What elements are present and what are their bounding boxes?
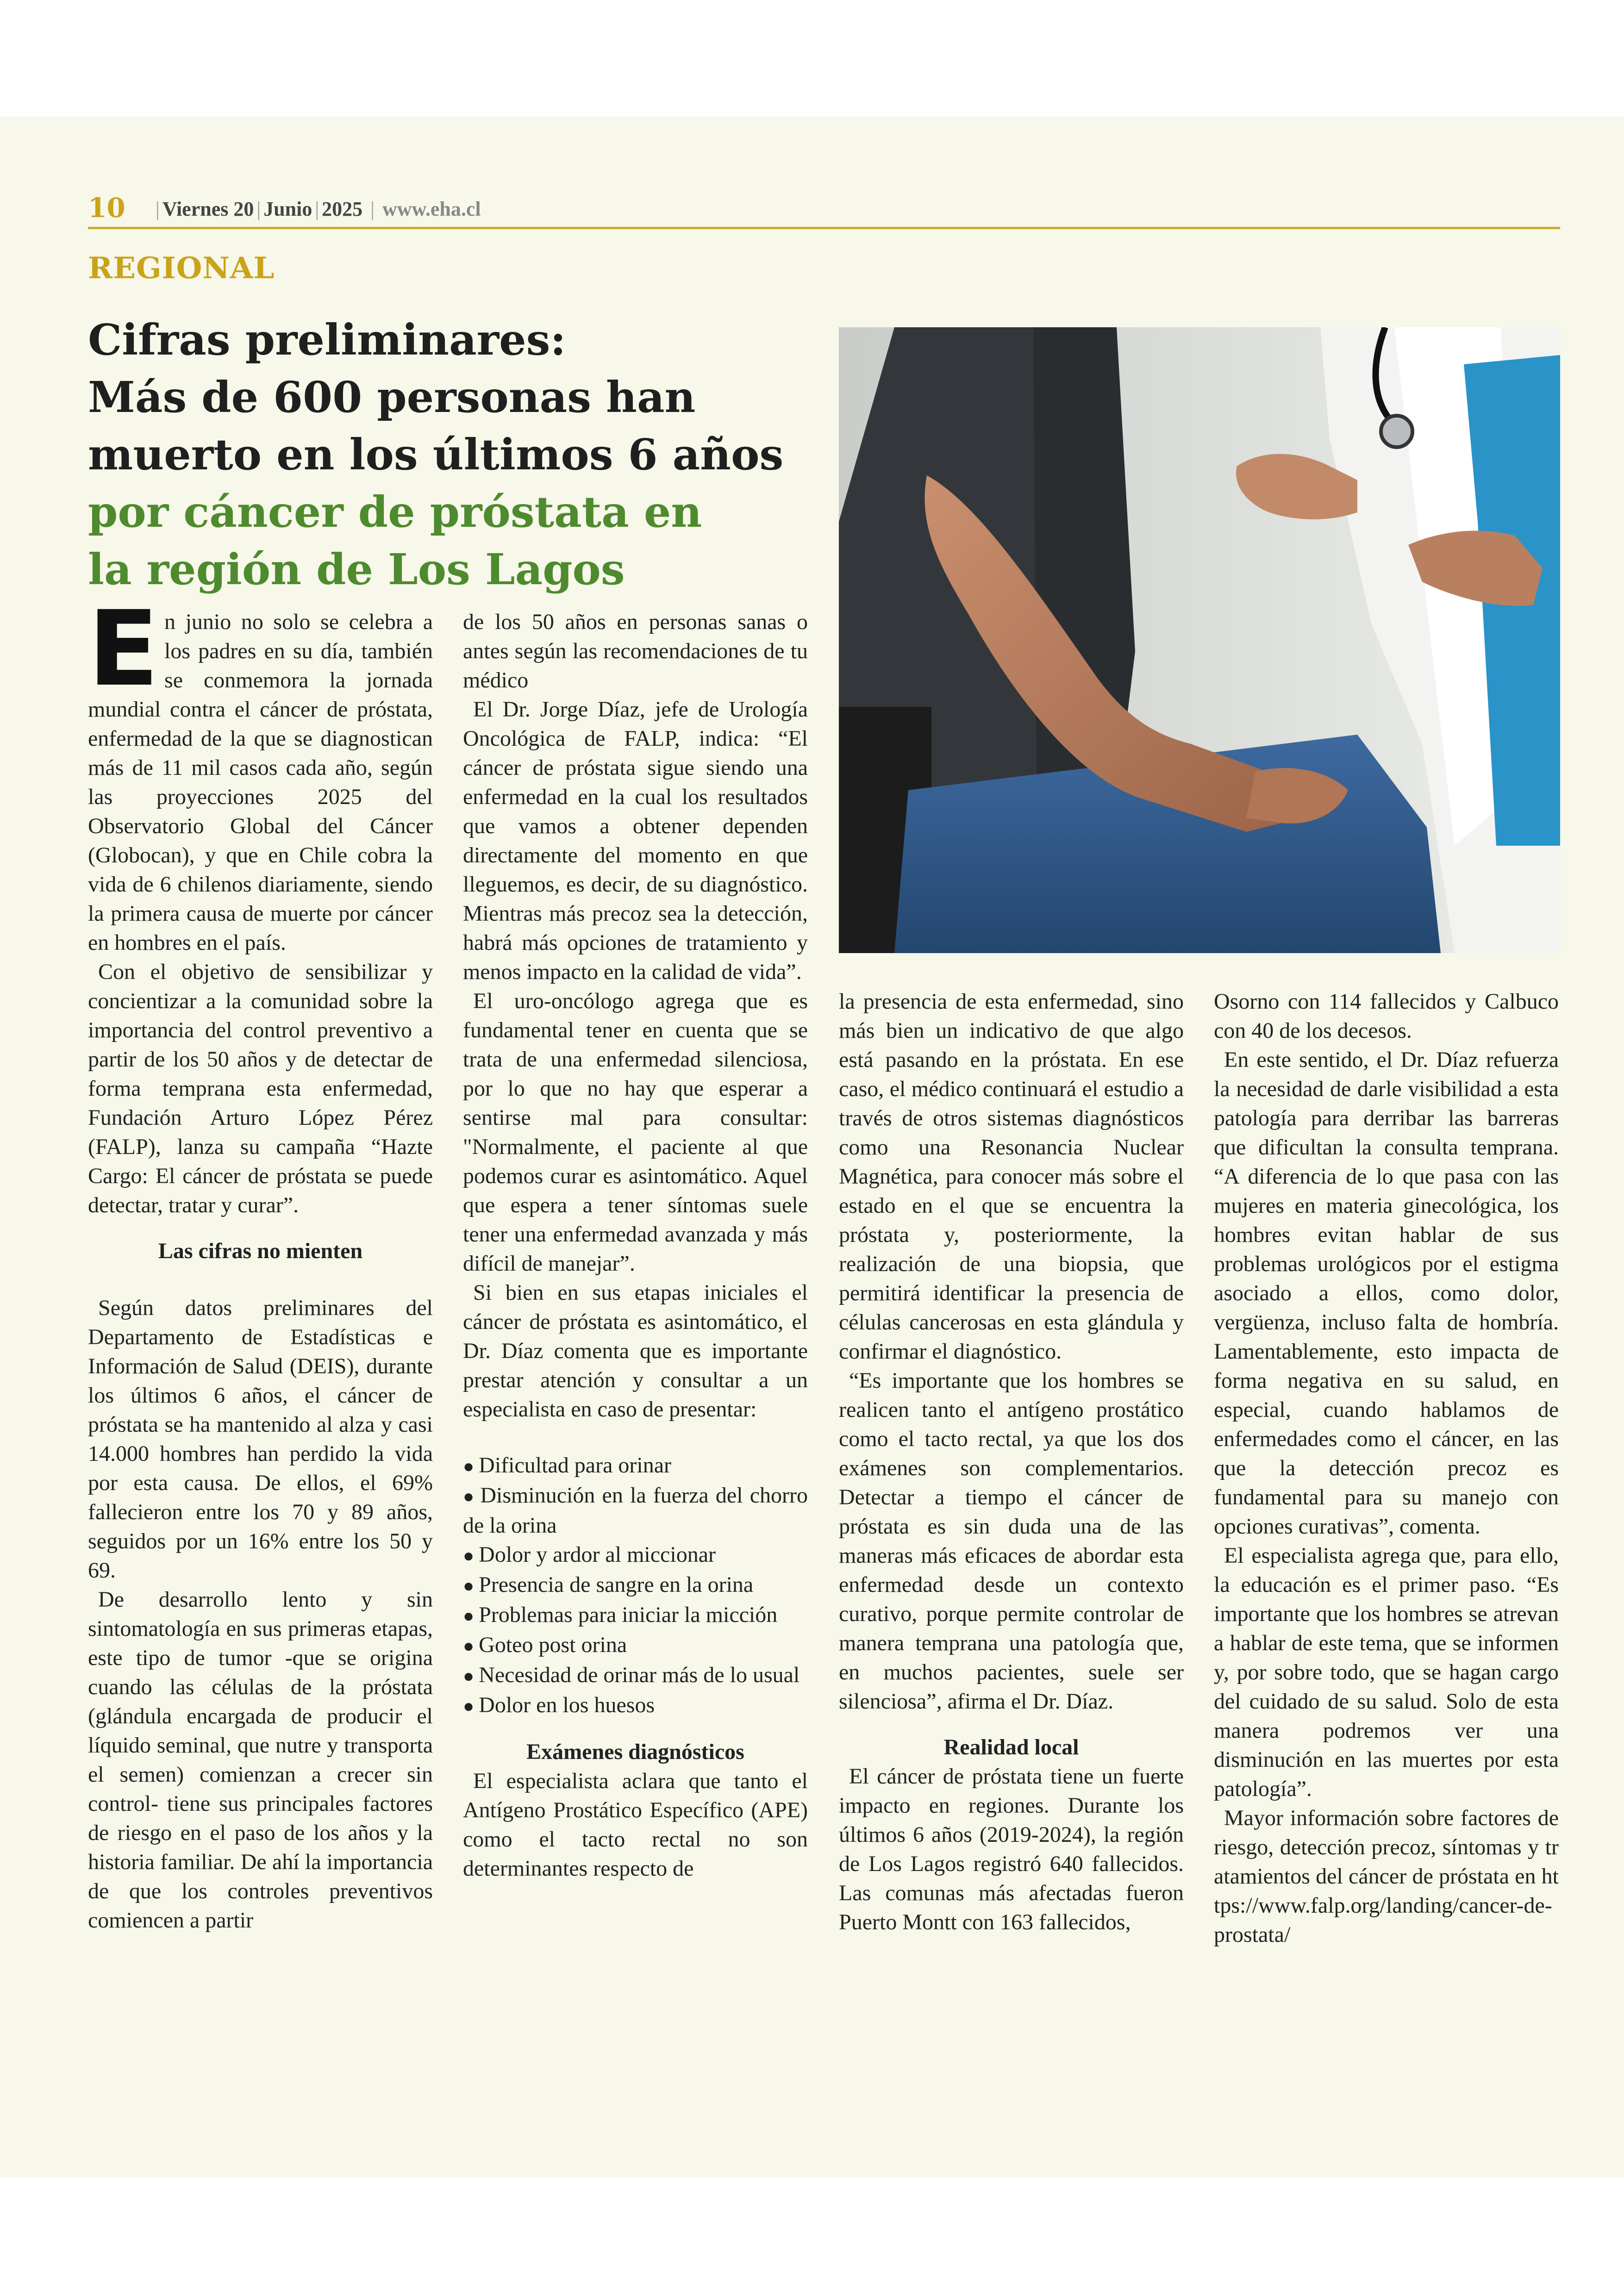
subheading-examenes: Exámenes diagnósticos (526, 1740, 744, 1764)
article-column-2 (463, 607, 808, 1883)
article-paragraph: El especialista aclara que tanto el Antígeno Prostático Específico (APE) como el tacto rectal no son determinantes respecto de (463, 1769, 808, 1881)
page-header (88, 194, 1560, 229)
website-link[interactable]: www.eha.cl (382, 198, 481, 220)
issue-year: 2025 (322, 198, 363, 220)
list-item: ● Dificultad para orinar (463, 1451, 808, 1481)
list-item: ● Dolor y ardor al miccionar (463, 1540, 808, 1570)
article-column-1 (88, 588, 433, 1935)
article-paragraph: En este sentido, el Dr. Díaz refuerza la necesidad de darle visibilidad a esta patología para derribar las barreras que dificultan la consulta temprana. “A diferencia de lo que pasa con las mujeres en materia ginecológica, los hombres evitan hablar de sus problemas urológicos por el estigma asociado a ellos, como dolor, vergüenza, incluso falta de hombría. Lamentablemente, esto impacta de forma negativa en su salud, en especial, cuando hablamos de enfermedades como el cáncer, en las que la detección precoz es fundamental para su manejo con opciones curativas”, comenta. (1214, 1048, 1559, 1539)
list-item: ● Necesidad de orinar más de lo usual (463, 1660, 808, 1690)
subheading-realidad-local: Realidad local (943, 1735, 1079, 1759)
article-column-3 (839, 987, 1184, 1937)
article-paragraph: la presencia de esta enfermedad, sino más bien un indicativo de que algo está pasando en la próstata. En ese caso, el médico continuará el estudio a través de otros sistemas diagnósticos como una Resonancia Nuclear Magnética, para conocer más sobre el estado en el que se encuentra la próstata y, posteriormente, la realización de una biopsia, que permitirá identificar la presencia de células cancerosas en esta glándula y confirmar el diagnóstico. (839, 989, 1184, 1364)
headline-line-2: Más de 600 personas han (88, 372, 696, 422)
subheading-cifras: Las cifras no mienten (158, 1239, 363, 1263)
article-paragraph: Si bien en sus etapas iniciales el cáncer de próstata es asintomático, el Dr. Díaz comenta que es importante prestar atención y consultar a un especialista en caso de presentar: (463, 1280, 808, 1422)
article-paragraph: El Dr. Jorge Díaz, jefe de Urología Oncológica de FALP, indica: “El cáncer de próstata sigue siendo una enfermedad en la cual los resultados que vamos a obtener dependen directamente del momento en que lleguemos, es decir, de su diagnóstico. Mientras más precoz sea la detección, habrá más opciones de tratamiento y menos impacto en la calidad de vida”. (463, 697, 808, 984)
article-paragraph: Osorno con 114 fallecidos y Calbuco con 40 de los decesos. (1214, 989, 1559, 1043)
headline-line-5: la región de Los Lagos (88, 544, 625, 594)
list-item: ● Disminución en la fuerza del chorro de la orina (463, 1481, 808, 1540)
article-paragraph: de los 50 años en personas sanas o antes según las recomendaciones de tu médico (463, 610, 808, 692)
article-paragraph: El uro-oncólogo agrega que es fundamental tener en cuenta que se trata de una enfermedad silenciosa, por lo que no hay que esperar a sentirse mal para consultar: "Normalmente, el paciente al que podemos curar es asintomático. Aquel que espera a tener síntomas suele tener una enfermedad avanzada y más difícil de manejar”. (463, 989, 808, 1276)
spacer (463, 1424, 808, 1451)
list-item: ● Goteo post orina (463, 1630, 808, 1660)
article-paragraph: De desarrollo lento y sin sintomatología en sus primeras etapas, este tipo de tumor -que se origina cuando las células de la próstata (glándula encargada de producir el líquido seminal, que nutre y transporta el semen) comienzan a crecer sin control- tiene sus principales factores de riesgo en el paso de los años y la historia familiar. De ahí la importancia de que los controles preventivos comiencen a partir (88, 1587, 433, 1933)
article-paragraph: Según datos preliminares del Departamento de Estadísticas e Información de Salud (DEIS), durante los últimos 6 años, el cáncer de próstata se ha mantenido al alza y casi 14.000 hombres han perdido la vida por esta causa. De ellos, el 69% fallecieron entre los 70 y 89 años, seguidos por un 16% entre los 50 y 69. (88, 1296, 433, 1583)
newspaper-page (0, 117, 1624, 2177)
list-item: ● Presencia de sangre en la orina (463, 1570, 808, 1600)
headline (88, 311, 810, 598)
list-item: ● Problemas para iniciar la micción (463, 1600, 808, 1630)
article-column-4 (1214, 987, 1559, 1949)
headline-line-1: Cifras preliminares: (88, 315, 566, 365)
article-paragraph: “Es importante que los hombres se realicen tanto el antígeno prostático como el tacto rectal, ya que los dos exámenes son complementarios. Detectar a tiempo el cáncer de próstata es sin duda una de las maneras más eficaces de abordar esta enfermedad desde un contexto curativo, porque permite controlar de manera temprana una patología que, en muchos pacientes, suele ser silenciosa”, afirma el Dr. Díaz. (839, 1368, 1184, 1714)
article-paragraph: Con el objetivo de sensibilizar y concientizar a la comunidad sobre la importancia del control preventivo a partir de los 50 años y de detectar de forma temprana esta enfermedad, Fundación Arturo López Pérez (FALP), lanza su campaña “Hazte Cargo: El cáncer de próstata se puede detectar, tratar y curar”. (88, 960, 433, 1217)
doctor-patient-photo (839, 327, 1560, 953)
symptoms-list (463, 1451, 808, 1721)
issue-day: Viernes 20 (162, 198, 254, 220)
article-paragraph: El cáncer de próstata tiene un fuerte impacto en regiones. Durante los últimos 6 años (2019-2024), la región de Los Lagos registró 640 fallecidos. Las comunas más afectadas fueron Puerto Montt con 163 fallecidos, (839, 1764, 1184, 1934)
drop-cap: E (88, 588, 159, 709)
headline-line-3: muerto en los últimos 6 años (88, 430, 784, 480)
issue-month: Junio (263, 198, 312, 220)
article-paragraph: El especialista agrega que, para ello, la educación es el primer paso. “Es importante que los hombres se atrevan a hablar de este tema, que se informen y, por sobre todo, que se hagan cargo del cuidado de su salud. Solo de esta manera podremos ver una disminución en las muertes por esta patología”. (1214, 1543, 1559, 1801)
list-item: ● Dolor en los huesos (463, 1690, 808, 1721)
issue-date-line: | Viernes 20 | Junio | 2025 | www.eha.cl (156, 198, 481, 220)
article-paragraph-more-info: Mayor información sobre factores de riesgo, detección precoz, síntomas y tratamientos del cáncer de próstata en https://www.falp.org/landing/cancer-de-prostata/ (1214, 1806, 1559, 1947)
lead-paragraph (88, 588, 433, 957)
page-number: 10 (88, 192, 125, 224)
headline-line-4: por cáncer de próstata en (88, 487, 702, 537)
lead-paragraph-text: n junio no solo se celebra a los padres en su día, también se conmemora la jornada mundial contra el cáncer de próstata, enfermedad de la que se diagnostican más de 11 mil casos cada año, según las proyecciones 2025 del Observatorio Global del Cáncer (Globocan), y que en Chile cobra la vida de 6 chilenos diariamente, siendo la primera causa de muerte por cáncer en hombres en el país. (88, 610, 433, 955)
section-label: REGIONAL (88, 251, 275, 286)
